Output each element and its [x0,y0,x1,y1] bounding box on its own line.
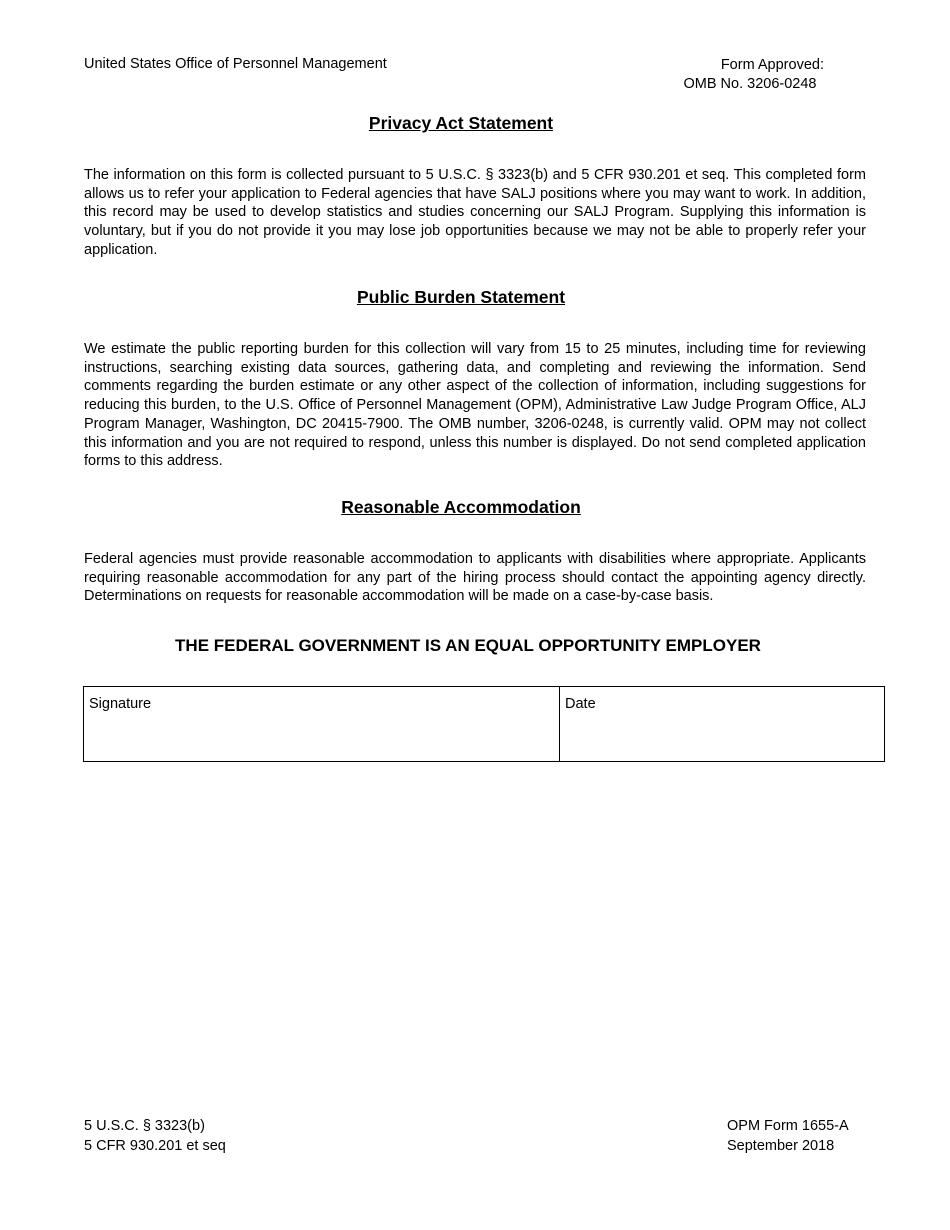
signature-table [83,686,885,762]
privacy-act-heading: Privacy Act Statement [368,113,554,133]
date-field[interactable] [560,687,884,761]
privacy-act-text: The information on this form is collected pursuant to 5 U.S.C. § 3323(b) and 5 CFR 930.201 et seq. This completed form allows us to refer your application to Federal agencies that have SALJ positions where you may want to work. In addition, this record may be used to develop statistics and studies concerning our SALJ Program. Supplying this information is voluntary, but if you do not provide it you may lose job opportunities because we may not be able to properly refer your application. [84,167,866,258]
reasonable-accommodation-text: Federal agencies must provide reasonable accommodation to applicants with disabilities where appropriate. Applicants requiring reasonable accommodation for any part of the hiring process should contact the appointing agency directly. Determinations on requests for reasonable accommodation will be made on a case-by-case basis. [84,551,866,605]
footer-form-date: September 2018 [727,1138,835,1154]
footer-authority-cfr: 5 CFR 930.201 et seq [84,1138,226,1154]
footer-form-name: OPM Form 1655-A [727,1118,849,1134]
reasonable-accommodation-heading: Reasonable Accommodation [341,497,581,517]
footer-authority [84,1116,226,1156]
form-approved-label: Form Approved: [720,57,824,73]
footer-form-id [727,1116,849,1156]
agency-name: United States Office of Personnel Management [84,56,387,72]
date-label: Date [565,696,596,712]
omb-number: OMB No. 3206-0248 [683,76,817,92]
public-burden-heading: Public Burden Statement [356,287,566,307]
public-burden-text: We estimate the public reporting burden for this collection will vary from 15 to 25 minutes, including time for reviewing instructions, searching existing data sources, gathering data, and completing and reviewing the information. Send comments regarding the burden estimate or any other aspect of the collection of information, including suggestions for reducing this burden, to the U.S. Office of Personnel Management (OPM), Administrative Law Judge Program Office, ALJ Program Manager, Washington, DC 20415-7900. The OMB number, 3206-0248, is currently valid. OPM may not collect this information and you are not required to respond, unless this number is displayed. Do not send completed application forms to this address. [84,341,866,470]
form-approval-block [670,56,830,94]
signature-label: Signature [89,696,152,712]
eeo-statement: THE FEDERAL GOVERNMENT IS AN EQUAL OPPORTUNITY EMPLOYER [175,636,761,655]
signature-field[interactable] [84,687,560,761]
footer-authority-usc: 5 U.S.C. § 3323(b) [84,1118,205,1134]
